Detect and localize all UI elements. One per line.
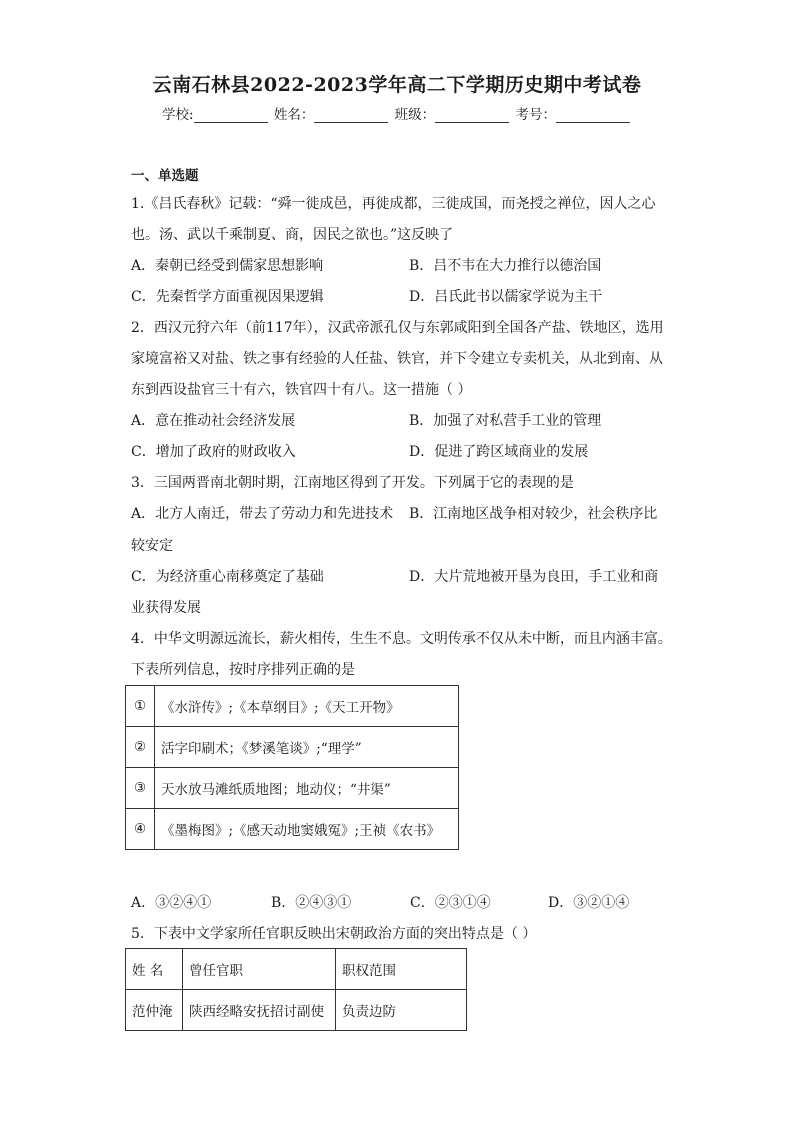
q4-row-text: 《水浒传》;《本草纲目》;《天工开物》 (155, 686, 459, 727)
q3-option-c: C．为经济重心南移奠定了基础 (131, 569, 324, 585)
q2-stem-line3: 东到西设盐官三十有六，铁官四十有八。这一措施（ ） (131, 382, 472, 398)
q2-option-d: D．促进了跨区域商业的发展 (409, 444, 589, 460)
q2-stem-line1: 2．西汉元狩六年（前117年），汉武帝派孔仅与东郭咸阳到全国各产盐、铁地区，选用 (131, 320, 664, 336)
q2-option-c: C．增加了政府的财政收入 (131, 444, 296, 460)
q4-row-text: 天水放马滩纸质地图；地动仪；“井渠” (155, 768, 459, 809)
q1-stem-line2: 也。汤、武以千乘制夏、商，因民之欲也。”这反映了 (131, 227, 454, 243)
q5-cell-name: 范仲淹 (126, 990, 183, 1031)
q3-option-b-line1: B．江南地区战争相对较少，社会秩序比 (409, 506, 658, 522)
q1-stem-line1: 1.《吕氏春秋》记载：“舜一徙成邑，再徙成都，三徙成国，而尧授之禅位，因人之心 (131, 196, 656, 212)
table-row (126, 686, 459, 727)
q4-option-d: D．③②①④ (548, 895, 630, 911)
school-label: 学校: (162, 107, 194, 123)
school-blank (194, 108, 268, 123)
q2-stem-line2: 家境富裕又对盐、铁之事有经验的人任盐、铁官，并下令建立专卖机关，从北到南、从 (131, 351, 663, 367)
class-blank (435, 108, 509, 123)
table-row (126, 990, 467, 1031)
exam-number-label: 考号： (515, 107, 556, 123)
q4-stem-line2: 下表所列信息，按时序排列正确的是 (131, 662, 355, 678)
class-label: 班级： (394, 107, 436, 123)
q1-option-b: B．吕不韦在大力推行以德治国 (409, 258, 602, 274)
q4-row-number: ② (126, 727, 155, 768)
name-blank (314, 108, 388, 123)
exam-title: 云南石林县2022-2023学年高二下学期历史期中考试卷 (152, 74, 642, 96)
q3-option-a: A．北方人南迁，带去了劳动力和先进技术 (131, 506, 394, 522)
q1-option-c: C．先秦哲学方面重视因果逻辑 (131, 289, 324, 305)
exam-number-blank (556, 108, 630, 123)
name-label: 姓名： (273, 107, 315, 123)
q5-header-name: 姓 名 (126, 949, 183, 990)
q1-option-d: D．吕氏此书以儒家学说为主干 (409, 289, 603, 305)
q5-cell-scope: 负责边防 (336, 990, 467, 1031)
q4-row-number: ③ (126, 768, 155, 809)
q3-stem: 3．三国两晋南北朝时期，江南地区得到了开发。下列属于它的表现的是 (131, 475, 574, 491)
q3-option-d-line2: 业获得发展 (131, 600, 201, 616)
section-heading: 一、单选题 (131, 168, 199, 184)
table-row (126, 727, 459, 768)
q2-option-a: A．意在推动社会经济发展 (131, 413, 296, 429)
student-info-row (0, 103, 794, 123)
q4-option-b: B．②④③① (271, 895, 352, 911)
q4-table (125, 685, 459, 850)
q4-row-text: 活字印刷术；《梦溪笔谈》;“理学” (155, 727, 459, 768)
q5-header-scope: 职权范围 (336, 949, 467, 990)
q4-row-number: ① (126, 686, 155, 727)
q5-cell-office: 陕西经略安抚招讨副使 (183, 990, 336, 1031)
q4-option-a: A．③②④① (131, 895, 212, 911)
q5-table (125, 948, 467, 1031)
q5-stem: 5．下表中文学家所任官职反映出宋朝政治方面的突出特点是（ ） (131, 926, 537, 942)
table-row (126, 809, 459, 850)
q4-option-c: C．②③①④ (410, 895, 491, 911)
q4-row-number: ④ (126, 809, 155, 850)
q4-stem-line1: 4．中华文明源远流长，薪火相传，生生不息。文明传承不仅从未中断，而且内涵丰富。 (131, 631, 672, 647)
q3-option-b-line2: 较安定 (131, 538, 173, 554)
q1-option-a: A．秦朝已经受到儒家思想影响 (131, 258, 324, 274)
q5-header-office: 曾任官职 (183, 949, 336, 990)
q2-option-b: B．加强了对私营手工业的管理 (409, 413, 602, 429)
table-row (126, 768, 459, 809)
table-header-row (126, 949, 467, 990)
q3-option-d-line1: D．大片荒地被开垦为良田，手工业和商 (409, 569, 659, 585)
q4-row-text: 《墨梅图》;《感天动地窦娥冤》;王祯《农书》 (155, 809, 459, 850)
